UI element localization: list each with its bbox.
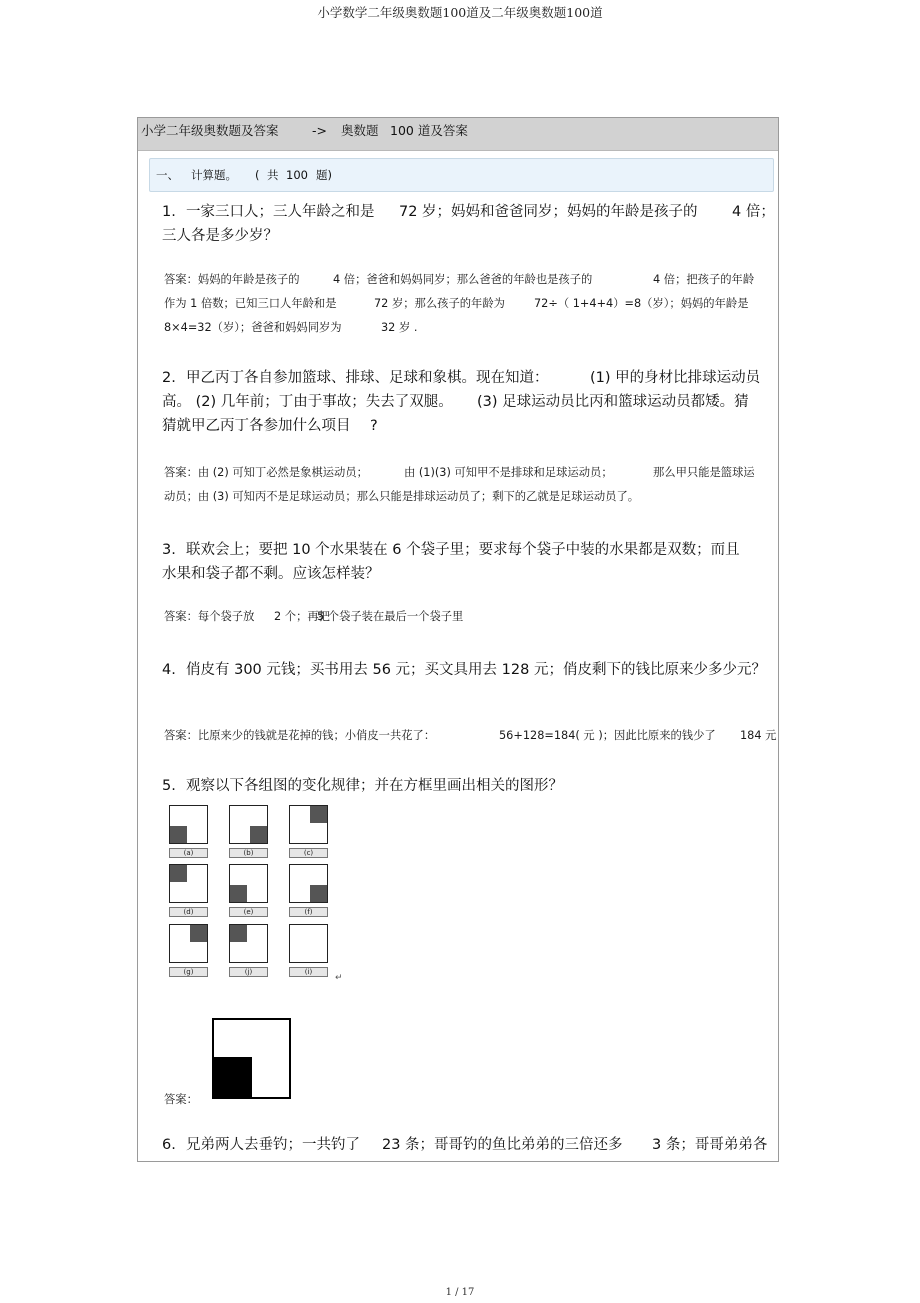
- figure-label: (d): [169, 907, 208, 917]
- figure-label: (g): [169, 967, 208, 977]
- figure-label: (j): [229, 967, 268, 977]
- figure-label: (e): [229, 907, 268, 917]
- pattern-figure-b: [229, 805, 268, 844]
- figure-label: (b): [229, 848, 268, 858]
- answer-figure-shade: [214, 1057, 252, 1097]
- figure-label: (f): [289, 907, 328, 917]
- pattern-figure-d: [169, 864, 208, 903]
- page-number: 1 / 17: [445, 1287, 475, 1298]
- section-count-close: 题): [316, 168, 332, 182]
- breadcrumb-link-olympiad[interactable]: 奥数题: [341, 123, 379, 138]
- figure-label: (c): [289, 848, 328, 858]
- pattern-figure-e: [229, 864, 268, 903]
- breadcrumb: [138, 118, 778, 151]
- answer-1: 答案：妈妈的年龄是孩子的 4 倍；爸爸和妈妈同岁；那么爸爸的年龄也是孩子的 4 倍；把孩子的年龄 作为 1 倍数；已知三口人年龄和是 72 岁；那么孩子的年龄为 72÷（ 1+4+4）=8（岁）；妈妈的年龄是 8×4=32（岁）；爸爸和妈妈同岁为 32 岁 .: [164, 273, 755, 334]
- figure-label: (i): [289, 967, 328, 977]
- answer-figure: [212, 1018, 291, 1099]
- figure-label: (a): [169, 848, 208, 858]
- question-1: 1. 一家三口人；三人年龄之和是 72 岁；妈妈和爸爸同岁；妈妈的年龄是孩子的 4 倍； 三人各是多少岁？: [162, 204, 775, 244]
- answer-2: 答案：由 (2) 可知丁必然是象棋运动员； 由 (1)(3) 可知甲不是排球和足球运动员； 那么甲只能是篮球运 动员；由 (3) 可知丙不是足球运动员；那么只能是排球运动员了；剩下的乙就是足球运动员了。: [164, 466, 755, 503]
- document-header: 小学数学二年级奥数题100道及二年级奥数题100道: [317, 5, 603, 20]
- answer-3: 答案：每个袋子放 2 个；再把 5 个袋子装在最后一个袋子里: [164, 610, 464, 623]
- pattern-figure-f: [289, 864, 328, 903]
- question-4: 4. 俏皮有 300 元钱；买书用去 56 元；买文具用去 128 元；俏皮剩下的钱比原来少多少元？: [162, 662, 766, 678]
- question-2: 2. 甲乙丙丁各自参加篮球、排球、足球和象棋。现在知道： (1) 甲的身材比排球运动员 高。 (2) 几年前；丁由于事故；失去了双腿。 (3) 足球运动员比丙和篮球运动员都矮。猜 猜就甲乙丙丁各参加什么项目 ?: [162, 370, 761, 434]
- return-mark: ↵: [335, 973, 343, 983]
- answer-4: 答案：比原来少的钱就是花掉的钱；小俏皮一共花了： 56+128=184( 元 )；因此比原来的钱少了 184 元: [164, 729, 777, 742]
- section-heading: [149, 158, 774, 192]
- breadcrumb-current: 100 道及答案: [390, 123, 468, 138]
- section-count-word: 共: [267, 168, 279, 182]
- question-3: 3. 联欢会上；要把 10 个水果装在 6 个袋子里；要求每个袋子中装的水果都是双数；而且 水果和袋子都不剩。应该怎样装？: [162, 542, 740, 582]
- section-title: 计算题。: [191, 168, 237, 182]
- section-number: 一、: [156, 168, 179, 182]
- pattern-figure-c: [289, 805, 328, 844]
- section-count-number: 100: [286, 168, 308, 182]
- question-5: 5. 观察以下各组图的变化规律；并在方框里画出相关的图形？: [162, 778, 563, 794]
- breadcrumb-link-category[interactable]: 小学二年级奥数题及答案: [141, 123, 279, 138]
- pattern-figure-g: [169, 924, 208, 963]
- section-count-open: (: [255, 168, 260, 182]
- question-6: 6. 兄弟两人去垂钓；一共钓了 23 条；哥哥钓的鱼比弟弟的三倍还多 3 条；哥哥弟弟各: [162, 1137, 768, 1153]
- pattern-figure-a: [169, 805, 208, 844]
- pattern-figure-blank: [289, 924, 328, 963]
- breadcrumb-separator: ->: [312, 123, 327, 138]
- pattern-figure-j: [229, 924, 268, 963]
- content-frame: 小学二年级奥数题及答案 -> 奥数题 100 道及答案 一、 计算题。 ( 共 100 题) 1. 一家三口人；三人年龄之和是 72 岁；妈妈和爸爸同岁；妈妈的年龄是孩子的 4 倍； 三人各是多少岁？ 答案：妈妈的年龄是孩子的 4 倍；爸爸和妈妈同岁；那么爸爸的年龄也是孩子的 4 倍；把孩子的年龄 作为 1 倍数；已知三口人年龄和是 72 岁；那么孩子的年龄为 72÷（ 1+4+4）=8（岁）；妈妈的年龄是 8×4=32（岁）；爸爸和妈妈同岁为 32 岁 . 2. 甲乙丙丁各自参加篮球、排球、足球和象棋。现在知道： (1) 甲的身材比排球运动员 高。 (2) 几年前；丁由于事故；失去了双腿。 (3) 足球运动员比丙和篮球运动员都矮。猜 猜就甲乙丙丁各参加什么项目 ? 答案：由 (2) 可知丁必然是象棋运动员； 由 (1)(3) 可知甲不是排球和足球运动员； 那么甲只能是篮球运 动员；由 (3) 可知丙不是足球运动员；那么只能是排球运动员了；剩下的乙就是足球运动员了。 3. 联欢会上；要把 10 个水果装在 6 个袋子里；要求每个袋子中装的水果都是双数；而且 水果和袋子都不剩。应该怎样装？ 答案：每个袋子放 2 个；再把 5 个袋子装在最后一个袋子里 4. 俏皮有 300 元钱；买书用去 56 元；买文具用去 128 元；俏皮剩下的钱比原来少多少元？ 答案：比原来少的钱就是花掉的钱；小俏皮一共花了： 56+128=184( 元 )；因此比原来的钱少了 184 元 5. 观察以下各组图的变化规律；并在方框里画出相关的图形？ (a) (b) (c) (d) (e) (f) (g) (j) (i) ↵ 答案： 6. 兄弟两人去垂钓；一共钓了 23 条；哥哥钓的鱼比弟弟的三倍还多 3 条；哥哥弟弟各: [137, 117, 779, 1162]
